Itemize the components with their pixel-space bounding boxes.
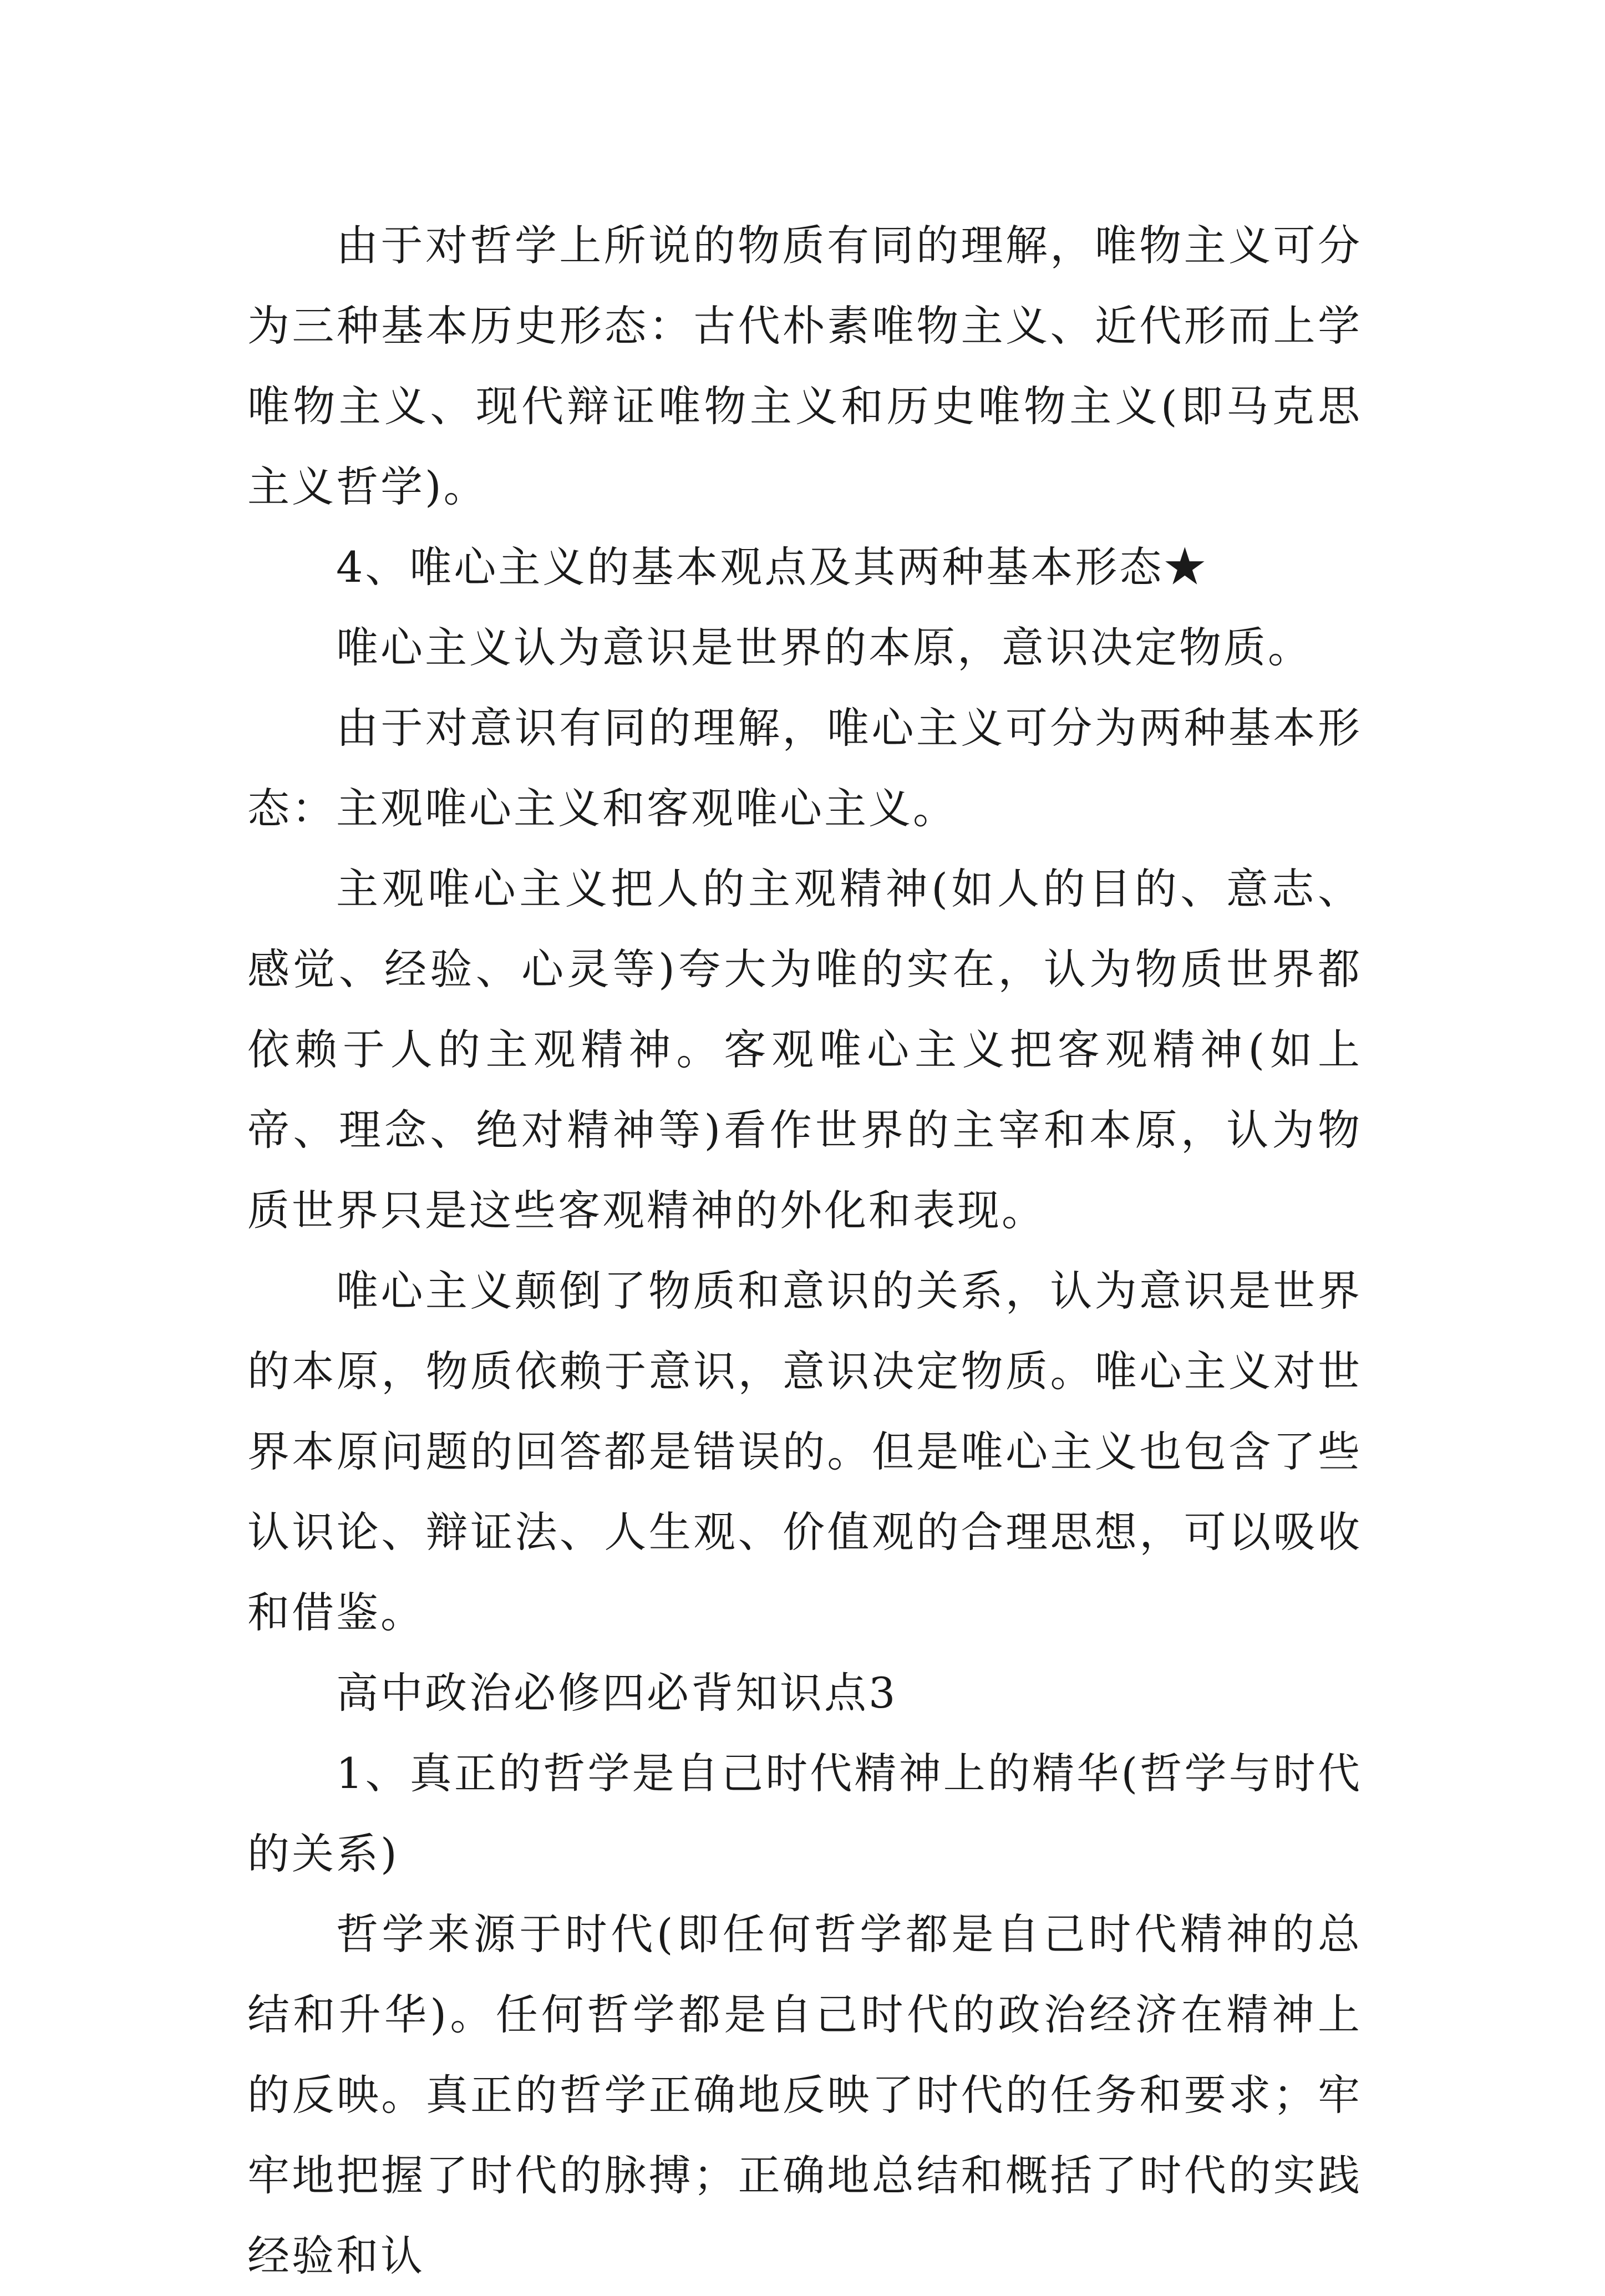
paragraph-idealism-definition: 唯心主义认为意识是世界的本原，意识决定物质。: [336, 623, 1312, 672]
paragraph-subjective-objective-idealism: 主观唯心主义把人的主观精神(如人的目的、意志、感觉、经验、心灵等)夸大为唯的实在，认为物质世界都依赖于人的主观精神。客观唯心主义把客观精神(如上帝、理念、绝对精神等)看作世界的主宰和本原，认为物质世界只是这些客观精神的外化和表现。: [247, 864, 1362, 1235]
paragraph-materialism-forms: 由于对哲学上所说的物质有同的理解，唯物主义可分为三种基本历史形态：古代朴素唯物主义、近代形而上学唯物主义、现代辩证唯物主义和历史唯物主义(即马克思主义哲学)。: [247, 221, 1362, 511]
paragraph-philosophy-from-era: 哲学来源于时代(即任何哲学都是自己时代精神的总结和升华)。任何哲学都是自己时代的政治经济在精神上的反映。真正的哲学正确地反映了时代的任务和要求；牢牢地把握了时代的脉搏；正确地总结和概括了时代的实践经验和认: [247, 1909, 1362, 2280]
heading-idealism-basic-views: 4、唯心主义的基本观点及其两种基本形态★: [336, 542, 1208, 592]
heading-philosophy-and-era: 1、真正的哲学是自己时代精神上的精华(哲学与时代的关系): [247, 1749, 1362, 1878]
paragraph-idealism-two-forms: 由于对意识有同的理解，唯心主义可分为两种基本形态：主观唯心主义和客观唯心主义。: [247, 703, 1362, 833]
section-title-knowledge-point-3: 高中政治必修四必背知识点3: [336, 1668, 898, 1718]
document-body: [247, 205, 1362, 2296]
paragraph-idealism-evaluation: 唯心主义颠倒了物质和意识的关系，认为意识是世界的本原，物质依赖于意识，意识决定物质。唯心主义对世界本原问题的回答都是错误的。但是唯心主义也包含了些认识论、辩证法、人生观、价值观的合理思想，可以吸收和借鉴。: [247, 1266, 1362, 1637]
